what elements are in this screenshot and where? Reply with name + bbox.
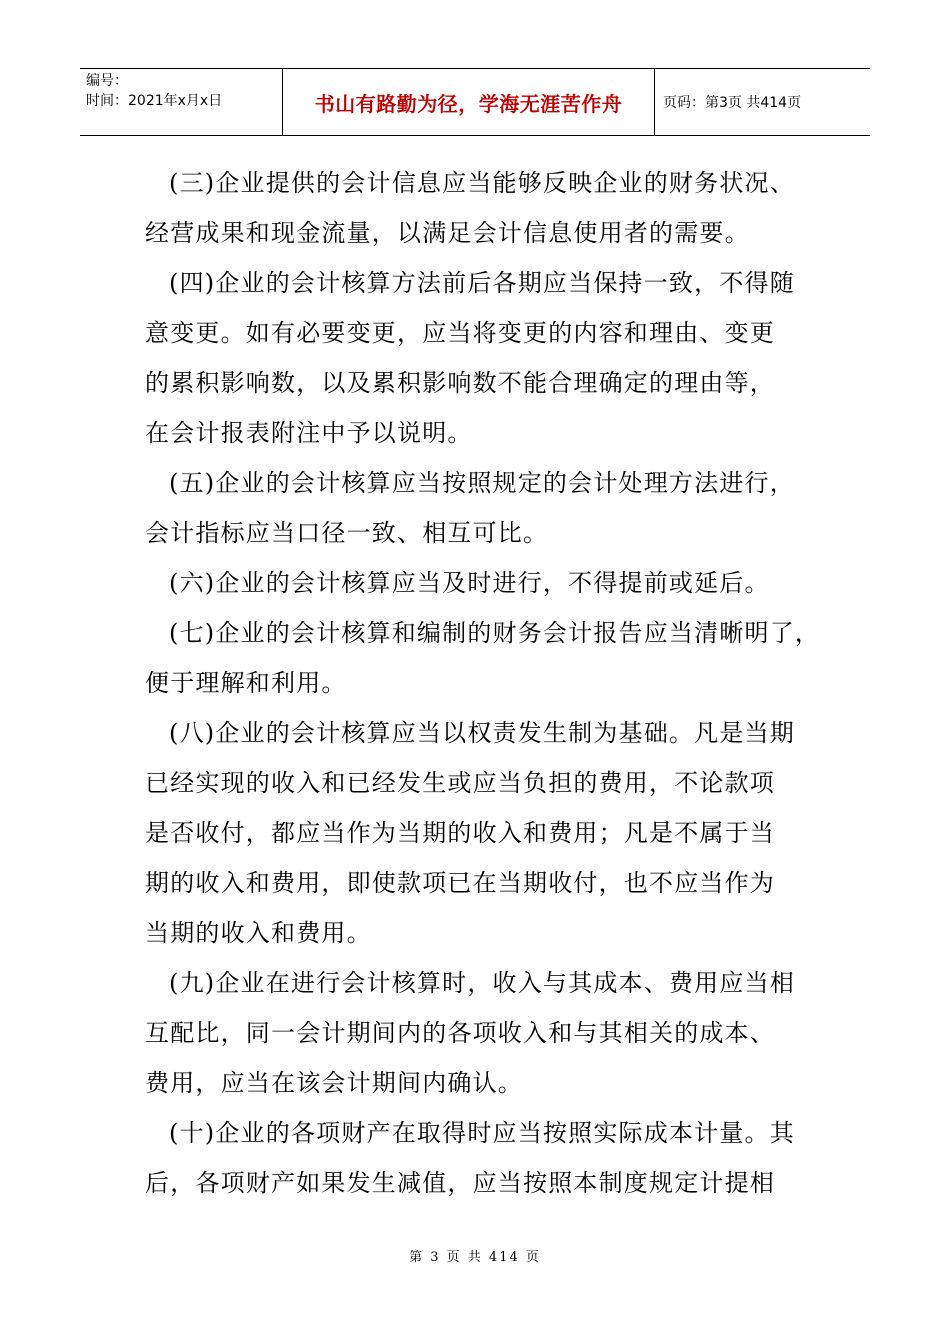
paragraph: (十)企业的各项财产在取得时应当按照实际成本计量。其 后，各项财产如果发生减值，应当按照本制度规定计提相 — [145, 1119, 795, 1197]
document-body — [145, 158, 825, 1208]
page-footer: 第 3 页 共 414 页 — [409, 1250, 541, 1265]
paragraph: (四)企业的会计核算方法前后各期应当保持一致，不得随 意变更。如有必要变更，应当将变更的内容和理由、变更 的累积影响数，以及累积影响数不能合理确定的理由等， 在会计报表附注中予以说明。 — [145, 269, 795, 447]
header-meta — [80, 69, 283, 135]
paragraph: (八)企业的会计核算应当以权责发生制为基础。凡是当期 已经实现的收入和已经发生或应当负担的费用，不论款项 是否收付，都应当作为当期的收入和费用；凡是不属于当 期的收入和费用，即使款项已在当期收付，也不应当作为 当期的收入和费用。 — [145, 719, 795, 947]
paragraph: (六)企业的会计核算应当及时进行，不得提前或延后。 — [169, 569, 770, 597]
paragraph: (五)企业的会计核算应当按照规定的会计处理方法进行， 会计指标应当口径一致、相互可比。 — [145, 469, 795, 547]
time-label: 时间：2021年x月x日 — [86, 93, 223, 109]
header-motto: 书山有路勤为径，学海无涯苦作舟 — [283, 69, 655, 135]
paragraph: (三)企业提供的会计信息应当能够反映企业的财务状况、 经营成果和现金流量，以满足会计信息使用者的需要。 — [145, 169, 795, 247]
paragraph: (九)企业在进行会计核算时，收入与其成本、费用应当相 互配比，同一会计期间内的各项收入和与其相关的成本、 费用，应当在该会计期间内确认。 — [145, 969, 795, 1097]
number-label: 编号： — [86, 73, 128, 89]
paragraph: (七)企业的会计核算和编制的财务会计报告应当清晰明了， 便于理解和利用。 — [145, 619, 821, 697]
page-header — [80, 68, 870, 136]
header-page-info: 页码：第3页 共414页 — [663, 95, 802, 111]
